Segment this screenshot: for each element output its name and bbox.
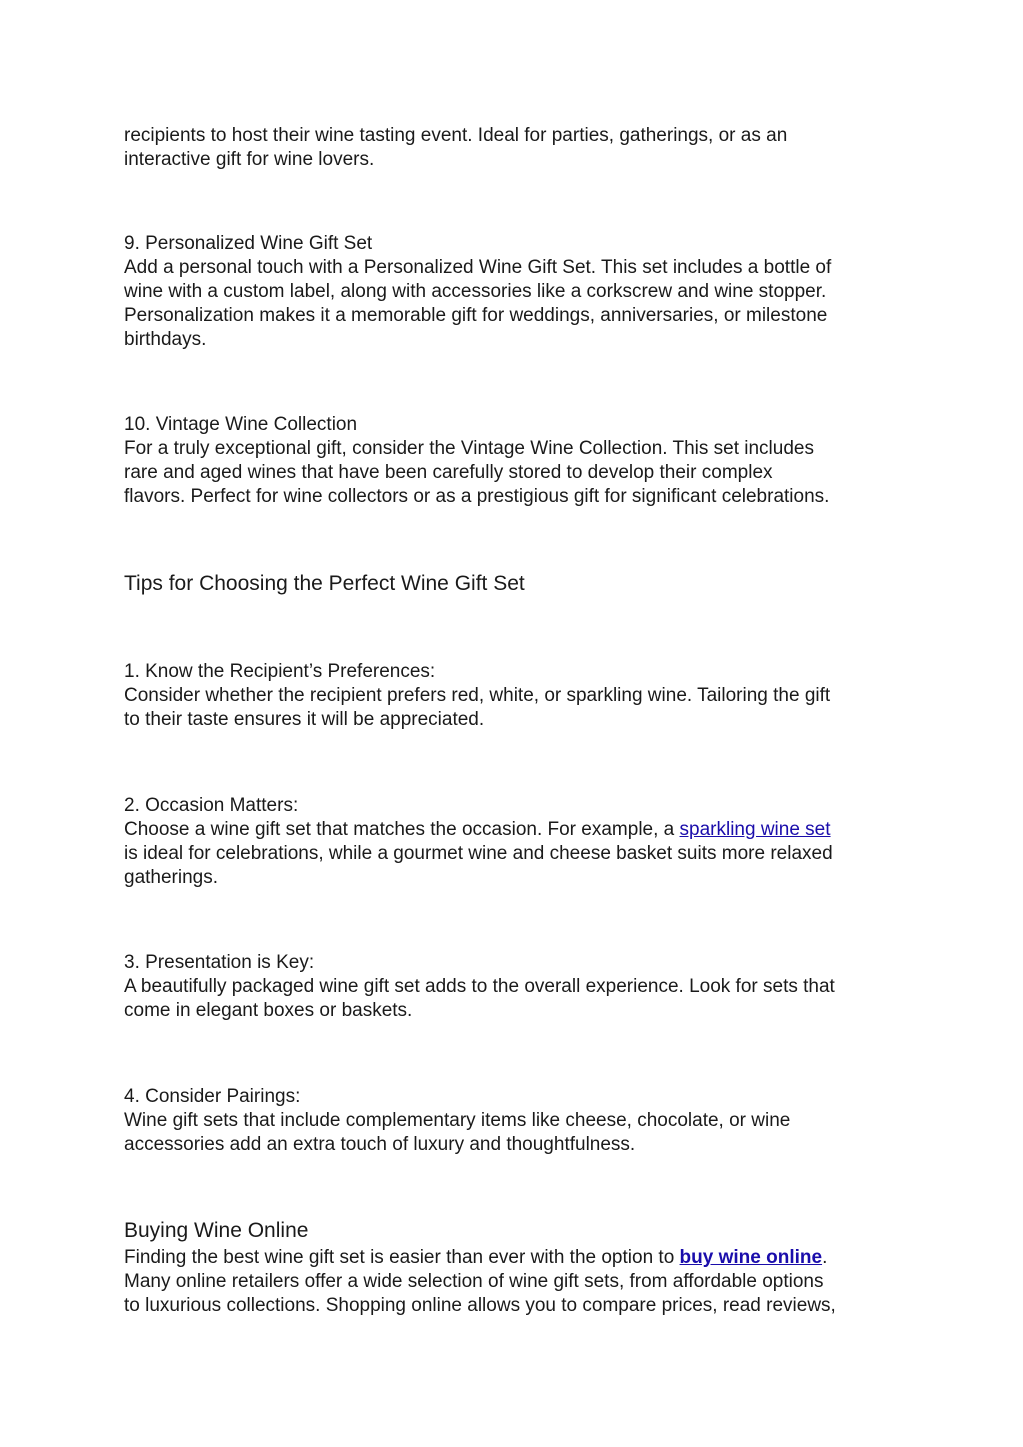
paragraph-line: flavors. Perfect for wine collectors or as a prestigious gift for significant celebrations. (124, 486, 830, 507)
tip-occasion-matters (124, 794, 914, 890)
sparkling-wine-set-link[interactable]: sparkling wine set (679, 819, 831, 840)
paragraph-text: Choose a wine gift set that matches the occasion. For example, a (124, 819, 680, 840)
tip-title: 3. Presentation is Key: (124, 952, 315, 973)
paragraph-line: Many online retailers offer a wide selection of wine gift sets, from affordable options (124, 1271, 824, 1292)
item-title: 9. Personalized Wine Gift Set (124, 233, 373, 254)
item-title: 10. Vintage Wine Collection (124, 414, 358, 435)
paragraph-line: Consider whether the recipient prefers red, white, or sparkling wine. Tailoring the gift (124, 685, 831, 706)
paragraph-line: to their taste ensures it will be appreciated. (124, 709, 485, 730)
item-personalized-wine-gift-set (124, 232, 914, 352)
section-heading-buying: Buying Wine Online (124, 1219, 309, 1242)
paragraph-line: A beautifully packaged wine gift set adds to the overall experience. Look for sets that (124, 976, 835, 997)
paragraph-line: accessories add an extra touch of luxury and thoughtfulness. (124, 1134, 636, 1155)
tip-title: 4. Consider Pairings: (124, 1086, 301, 1107)
paragraph-line: wine with a custom label, along with accessories like a corkscrew and wine stopper. (124, 281, 827, 302)
paragraph-line: come in elegant boxes or baskets. (124, 1000, 413, 1021)
buying-paragraph (124, 1246, 914, 1318)
intro-paragraph (124, 124, 914, 172)
paragraph-text: Finding the best wine gift set is easier than ever with the option to (124, 1247, 680, 1268)
paragraph-line: to luxurious collections. Shopping online allows you to compare prices, read reviews, (124, 1295, 836, 1316)
tip-presentation (124, 951, 914, 1023)
paragraph-line: birthdays. (124, 329, 207, 350)
paragraph-line: Add a personal touch with a Personalized Wine Gift Set. This set includes a bottle of (124, 257, 832, 278)
paragraph-line (124, 1246, 914, 1270)
paragraph-line: Wine gift sets that include complementary items like cheese, chocolate, or wine (124, 1110, 791, 1131)
paragraph-line (124, 818, 914, 842)
paragraph-text: . (822, 1247, 828, 1268)
tip-know-recipient (124, 660, 914, 732)
tip-title: 2. Occasion Matters: (124, 795, 299, 816)
section-heading-tips: Tips for Choosing the Perfect Wine Gift Set (124, 572, 525, 595)
buy-wine-online-link[interactable]: buy wine online (679, 1247, 823, 1268)
paragraph-line: interactive gift for wine lovers. (124, 149, 375, 170)
paragraph-line: gatherings. (124, 867, 219, 888)
item-vintage-wine-collection (124, 413, 914, 509)
tip-consider-pairings (124, 1085, 914, 1157)
paragraph-line: rare and aged wines that have been carefully stored to develop their complex (124, 462, 773, 483)
paragraph-line: Personalization makes it a memorable gift for weddings, anniversaries, or milestone (124, 305, 828, 326)
paragraph-line: is ideal for celebrations, while a gourmet wine and cheese basket suits more relaxed (124, 843, 833, 864)
paragraph-line: recipients to host their wine tasting event. Ideal for parties, gatherings, or as an (124, 125, 788, 146)
paragraph-line: For a truly exceptional gift, consider the Vintage Wine Collection. This set includes (124, 438, 814, 459)
tip-title: 1. Know the Recipient’s Preferences: (124, 661, 436, 682)
